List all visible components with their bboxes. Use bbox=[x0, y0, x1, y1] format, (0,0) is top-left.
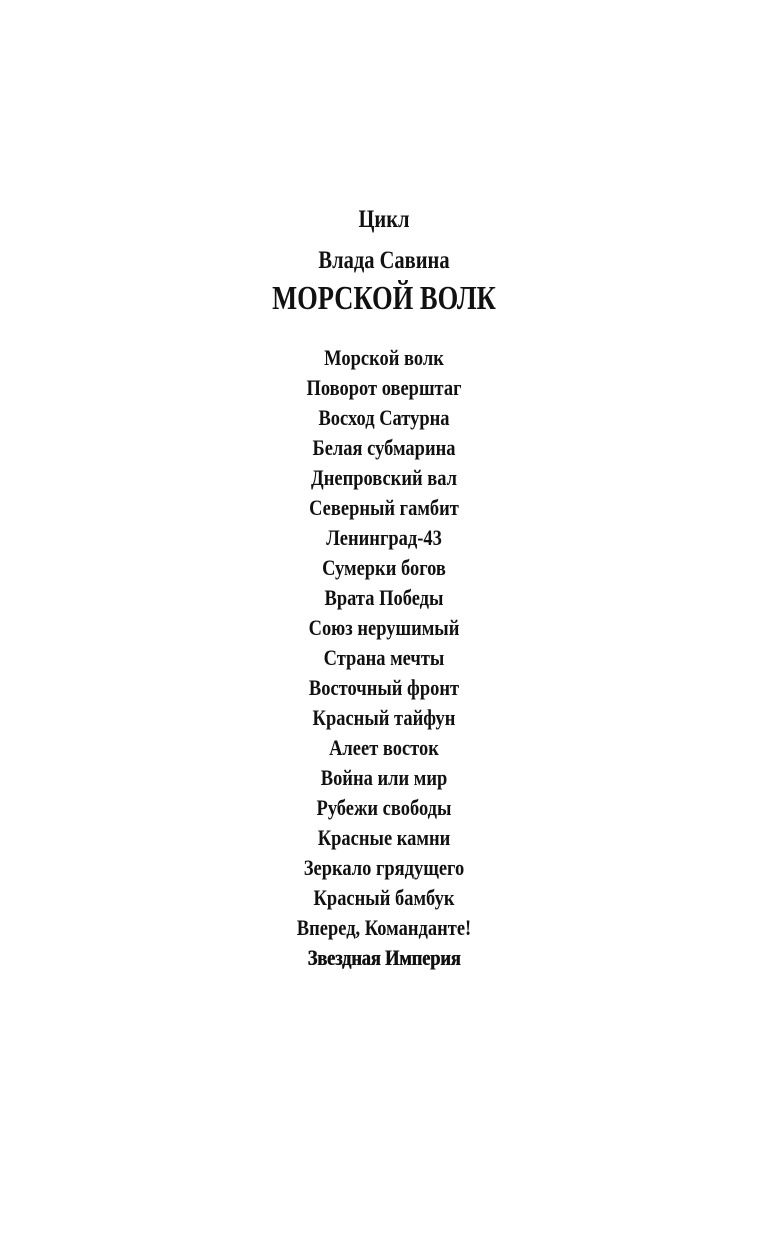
book-title: Война или мир bbox=[320, 765, 448, 790]
book-title: Сумерки богов bbox=[322, 555, 446, 580]
book-title: Союз нерушимый bbox=[308, 615, 460, 640]
book-title: Белая субмарина bbox=[312, 435, 456, 460]
book-title: Морской волк bbox=[324, 345, 444, 370]
series-label: Цикл bbox=[358, 206, 410, 233]
series-title: МОРСКОЙ ВОЛК bbox=[272, 280, 496, 317]
book-title: Восход Сатурна bbox=[318, 405, 450, 430]
book-title: Ленинград-43 bbox=[326, 525, 442, 550]
book-title: Красный бамбук bbox=[313, 885, 455, 910]
book-title: Алеет восток bbox=[329, 735, 439, 760]
book-title: Восточный фронт bbox=[308, 675, 460, 700]
book-title: Рубежи свободы bbox=[316, 795, 452, 820]
book-list bbox=[0, 343, 768, 973]
book-title: Северный гамбит bbox=[309, 495, 459, 520]
book-title: Красные камни bbox=[317, 825, 451, 850]
book-title: Зеркало грядущего bbox=[303, 855, 465, 880]
book-title: Поворот оверштаг bbox=[306, 375, 462, 400]
book-title: Днепровский вал bbox=[310, 465, 458, 490]
author-name: Влада Савина bbox=[318, 247, 450, 274]
book-title-current: Звездная Империя bbox=[307, 945, 461, 970]
book-title: Страна мечты bbox=[323, 645, 445, 670]
book-title: Вперед, Команданте! bbox=[296, 915, 472, 940]
book-title: Красный тайфун bbox=[312, 705, 456, 730]
book-title: Врата Победы bbox=[324, 585, 444, 610]
